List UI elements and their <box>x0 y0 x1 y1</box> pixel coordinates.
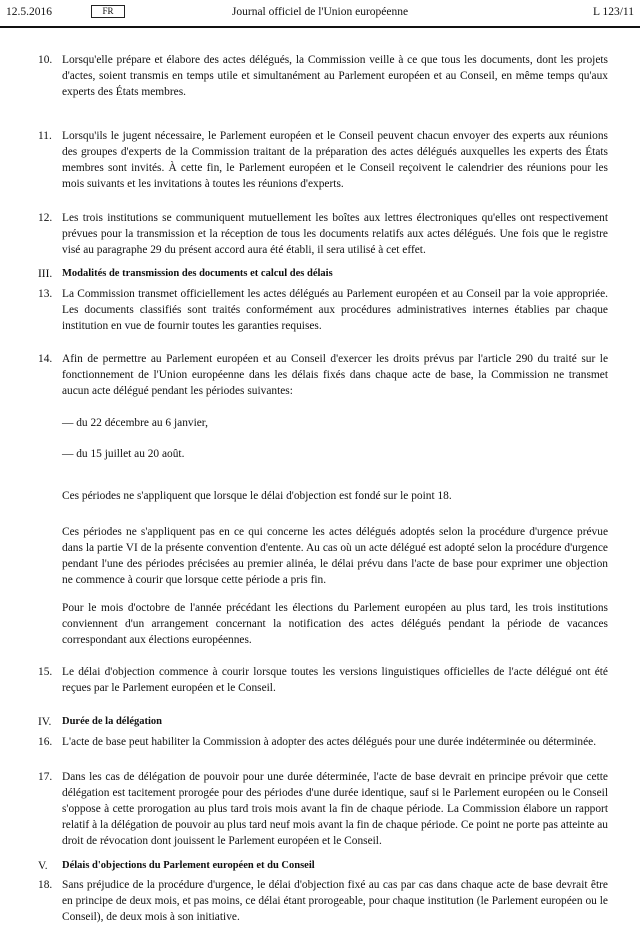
paragraph-text: Les trois institutions se communiquent mutuellement les boîtes aux lettres électroniques qu'elles ont respectivement prévues pour la transmission et la réception de tous les documents relatifs aux actes délégués. Une fois que le registre visé au paragraphe 29 du présent accord aura été établi, il sera utilisé à cet effet. <box>62 212 608 256</box>
paragraph-17 <box>38 769 608 849</box>
paragraph-text: Lorsqu'ils le jugent nécessaire, le Parlement européen et le Conseil peuvent chacun envoyer des experts aux réunions des groupes d'experts de la Commission traitant de la préparation des actes délégués auxquelles les experts des États membres sont invités. À cette fin, le Parlement européen et le Conseil reçoivent le calendrier des réunions pour les mois suivants et les invitations à toutes les réunions d'experts. <box>62 130 608 190</box>
paragraph-text: Lorsqu'elle prépare et élabore des actes délégués, la Commission veille à ce que tous les documents, dont les projets d'actes, soient transmis en temps utile et simultanément au Parlement européen et au Conseil, en même temps qu'aux experts des États membres. <box>62 54 608 98</box>
paragraph-text: Le délai d'objection commence à courir lorsque toutes les versions linguistiques officielles de l'acte délégué ont été reçues par le Parlement européen et le Conseil. <box>62 666 608 694</box>
paragraph-number: 16. <box>38 736 53 748</box>
paragraph-14-subparagraph-b: Ces périodes ne s'appliquent pas en ce qui concerne les actes délégués adoptés selon la procédure d'urgence prévue dans la partie VI de la présente convention d'entente. Au cas où un acte délégué est adopté selon la procédure d'urgence pendant l'une des périodes précisées au premier alinéa, le délai prévu dans l'acte de base pour exprimer une objection ne commence à courir que lorsque cette période a pris fin. <box>62 526 608 586</box>
section-heading-iv <box>38 714 608 730</box>
period-item-1: — du 22 décembre au 6 janvier, <box>62 417 208 429</box>
paragraph-15 <box>38 664 608 696</box>
paragraph-number: 12. <box>38 212 53 224</box>
paragraph-text: La Commission transmet officiellement les actes délégués au Parlement européen et au Conseil par la voie appropriée. Les documents classifiés sont traités conformément aux procédures administratives internes établies par chaque institution en vue de fournir toutes les garanties requises. <box>62 288 608 332</box>
paragraph-14-subparagraph-c: Pour le mois d'octobre de l'année précédant les élections du Parlement européen au plus tard, les trois institutions conviennent d'un arrangement concernant la notification des actes délégués pendant la période de vacances correspondant aux élections européennes. <box>62 602 608 646</box>
section-number: III. <box>38 268 53 280</box>
section-title: Modalités de transmission des documents et calcul des délais <box>62 268 333 279</box>
page-number: L 123/11 <box>593 6 634 18</box>
paragraph-number: 11. <box>38 130 52 142</box>
section-number: V. <box>38 860 48 872</box>
paragraph-number: 18. <box>38 879 53 891</box>
paragraph-text: L'acte de base peut habiliter la Commission à adopter des actes délégués pour une durée indéterminée ou déterminée. <box>62 736 597 748</box>
publication-date: 12.5.2016 <box>6 6 52 18</box>
paragraph-number: 17. <box>38 771 53 783</box>
section-title: Délais d'objections du Parlement européen et du Conseil <box>62 860 315 871</box>
paragraph-number: 14. <box>38 353 53 365</box>
paragraph-12 <box>38 210 608 258</box>
journal-title: Journal officiel de l'Union européenne <box>231 6 409 18</box>
paragraph-18 <box>38 877 608 925</box>
period-item-2: — du 15 juillet au 20 août. <box>62 448 185 460</box>
paragraph-text: Dans les cas de délégation de pouvoir pour une durée déterminée, l'acte de base devrait en principe prévoir que cette délégation est tacitement prorogée pour des périodes d'une durée identique, sauf si le Parlement européen ou le Conseil s'oppose à cette prorogation au plus tard trois mois avant la fin de chaque période. La Commission élabore un rapport relatif à la délégation de pouvoir au plus tard neuf mois avant la fin de chaque période. Ce point ne porte pas atteinte au droit de révocation dont jouissent le Parlement européen et le Conseil. <box>62 771 608 847</box>
section-number: IV. <box>38 716 52 728</box>
language-badge: FR <box>91 5 125 18</box>
paragraph-number: 13. <box>38 288 53 300</box>
paragraph-text: Afin de permettre au Parlement européen et au Conseil d'exercer les droits prévus par l'article 290 du traité sur le fonctionnement de l'Union européenne dans les délais fixés dans chaque acte de base, la Commission ne transmet aucun acte délégué pendant les périodes suivantes: <box>62 353 608 397</box>
section-heading-v <box>38 858 608 874</box>
paragraph-13 <box>38 286 608 334</box>
paragraph-10 <box>38 52 608 100</box>
section-heading-iii <box>38 266 608 282</box>
paragraph-number: 10. <box>38 54 53 66</box>
paragraph-text: Sans préjudice de la procédure d'urgence, le délai d'objection fixé au cas par cas dans chaque acte de base devrait être en principe de deux mois, et pas moins, ce délai étant prorogeable, pour chaque institution (le Parlement européen ou le Conseil), de deux mois à son initiative. <box>62 879 608 923</box>
section-title: Durée de la délégation <box>62 716 163 727</box>
paragraph-14-subparagraph-a: Ces périodes ne s'appliquent que lorsque le délai d'objection est fondé sur le point 18. <box>62 490 452 502</box>
document-body <box>38 0 608 925</box>
paragraph-16 <box>38 734 608 750</box>
paragraph-14 <box>38 351 608 399</box>
paragraph-11 <box>38 128 608 192</box>
paragraph-number: 15. <box>38 666 53 678</box>
